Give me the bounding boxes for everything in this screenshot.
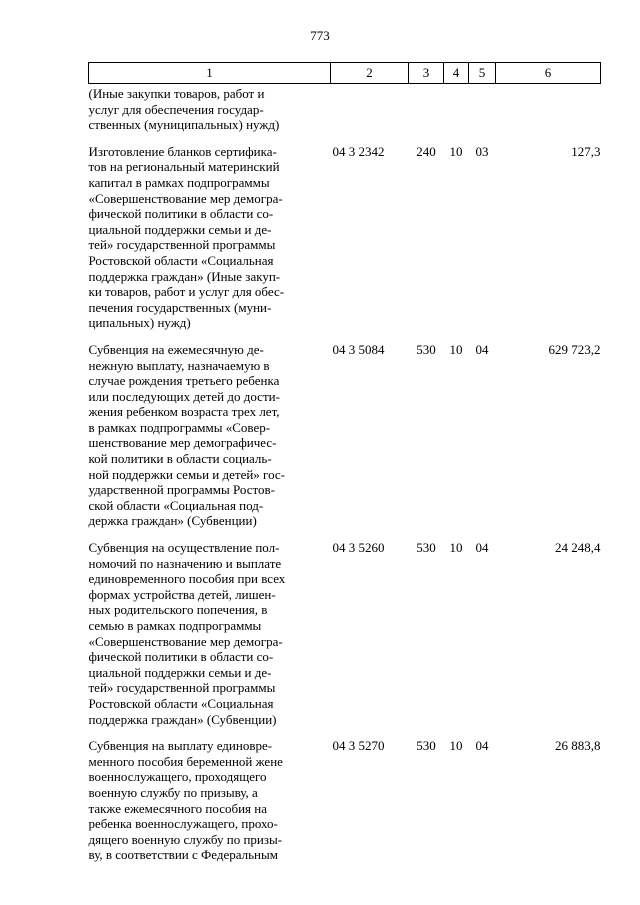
table-header-row — [89, 63, 601, 84]
column-header: 6 — [496, 63, 601, 84]
section-code: 10 — [449, 143, 463, 159]
section-code: 10 — [449, 341, 463, 357]
column-header: 5 — [469, 63, 496, 84]
expense-type-code: 530 — [416, 738, 436, 754]
amount-value: 629 723,2 — [548, 341, 601, 357]
amount-value: 127,3 — [571, 143, 601, 159]
subsection-code: 04 — [475, 738, 489, 754]
table-row — [89, 727, 601, 863]
row-description: Изготовление бланков сертифика- тов на региональный материнский капитал в рамках подпрограммы «Совершенствование мер демогра- фической политики в области со- циальной поддержки семьи и де- тей» государственной программы Ростовской области «Социальная поддержка граждан» (Иные закуп- ки товаров, работ и услуг для обес- печения государственных (муни- ципальных) нужд) — [88, 143, 285, 331]
expense-type-code — [409, 84, 444, 133]
subsection-code: 04 — [475, 341, 489, 357]
target-article-code: 04 3 2342 — [332, 143, 385, 159]
subsection-code: 03 — [475, 143, 489, 159]
table-row — [89, 84, 601, 133]
expense-type-code: 530 — [416, 341, 436, 357]
budget-table — [88, 62, 601, 863]
amount-value: 26 883,8 — [555, 738, 601, 754]
subsection-code: 04 — [475, 540, 489, 556]
section-code — [444, 84, 469, 133]
section-code: 10 — [449, 738, 463, 754]
column-header: 2 — [331, 63, 409, 84]
column-header: 3 — [409, 63, 444, 84]
target-article-code — [331, 84, 409, 133]
expense-type-code: 240 — [416, 143, 436, 159]
table-row — [89, 133, 601, 331]
page-number: 773 — [310, 28, 330, 43]
row-description: Субвенция на ежемесячную де- нежную выплату, назначаемую в случае рождения третьего ребенка или последующих детей до дости- жения ребенком возраста трех лет, в рамках подпрограммы «Совер- шенствование мер демографичес- кой политики в области социаль- ной поддержки семьи и детей» гос- ударственной программы Ростов- ской области «Социальная под- держка граждан» (Субвенции) — [88, 341, 285, 529]
table-row — [89, 331, 601, 529]
column-header: 4 — [444, 63, 469, 84]
amount-value: 24 248,4 — [555, 540, 601, 556]
subsection-code — [469, 84, 496, 133]
target-article-code: 04 3 5084 — [332, 341, 385, 357]
row-description: (Иные закупки товаров, работ и услуг для обеспечения государ- ственных (муниципальных) нужд) — [88, 86, 280, 133]
row-description: Субвенция на осуществление пол- номочий по назначению и выплате единовременного пособия при всех формах устройства детей, лишен- ных родительского попечения, в семью в рамках подпрограммы «Совершенствование мер демогра- фической политики в области со- циальной поддержки семьи и де- тей» государственной программы Ростовской области «Социальная поддержка граждан» (Субвенции) — [88, 540, 286, 727]
amount-value — [496, 84, 601, 133]
row-description: Субвенция на выплату единовре- менного пособия беременной жене военнослужащего, проходящего военную службу по призыву, а также ежемесячного пособия на ребенка военнослужащего, прохо- дящего военную службу по призы- ву, в соответствии с Федеральным — [88, 738, 283, 863]
section-code: 10 — [449, 540, 463, 556]
target-article-code: 04 3 5270 — [332, 738, 385, 754]
column-header: 1 — [89, 63, 331, 84]
expense-type-code: 530 — [416, 540, 436, 556]
target-article-code: 04 3 5260 — [332, 540, 385, 556]
table-row — [89, 529, 601, 727]
